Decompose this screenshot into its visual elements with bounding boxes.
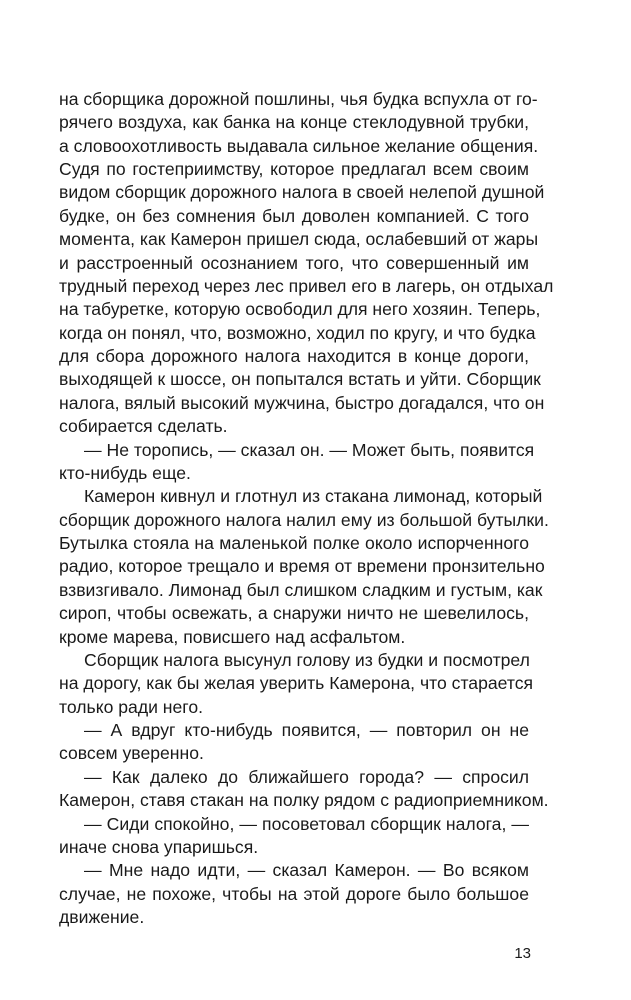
text-line: кроме марева, повисшего над асфальтом.	[59, 627, 406, 647]
text-line: на дорогу, как бы желая уверить Камерона, что старается	[59, 673, 534, 693]
text-line: рячего воздуха, как банка на конце стеклодувной трубки,	[59, 112, 529, 132]
text-line: будке, он без сомнения был доволен компанией. С того	[59, 206, 529, 226]
text-line: Бутылка стояла на маленькой полке около испорченного	[59, 533, 529, 553]
text-line: только ради него.	[59, 697, 204, 717]
text-line: кто-нибудь еще.	[59, 463, 191, 483]
text-line: случае, не похоже, чтобы на этой дороге было большое	[59, 884, 529, 904]
text-line: — Как далеко до ближайшего города? — спросил	[84, 767, 529, 787]
text-line: видом сборщик дорожного налога в своей нелепой душной	[59, 182, 545, 202]
text-line: налога, вялый высокий мужчина, быстро догадался, что он	[59, 393, 545, 413]
text-line: когда он понял, что, возможно, ходил по кругу, и что будка	[59, 323, 536, 343]
text-line: Сборщик налога высунул голову из будки и посмотрел	[84, 650, 530, 670]
text-line: собирается сделать.	[59, 416, 228, 436]
text-line: взвизгивало. Лимонад был слишком сладким и густым, как	[59, 580, 543, 600]
text-line: трудный переход через лес привел его в лагерь, он отдыхал	[59, 276, 554, 296]
text-line: а словоохотливость выдавала сильное желание общения.	[59, 136, 539, 156]
text-line: радио, которое трещало и время от времени пронзительно	[59, 556, 545, 576]
text-line: Судя по гостеприимству, которое предлагал всем своим	[59, 159, 529, 179]
text-line: на сборщика дорожной пошлины, чья будка вспухла от го-	[59, 89, 538, 109]
text-line: — Не торопись, — сказал он. — Может быть, появится	[84, 440, 535, 460]
text-line: — Мне надо идти, — сказал Камерон. — Во всяком	[84, 860, 529, 880]
text-line: — Сиди спокойно, — посоветовал сборщик налога, —	[84, 814, 529, 834]
text-line: иначе снова упаришься.	[59, 837, 259, 857]
text-line: сборщик дорожного налога налил ему из большой бутылки.	[59, 510, 549, 530]
text-line: выходящей к шоссе, он попытался встать и уйти. Сборщик	[59, 369, 541, 389]
page-number: 13	[514, 945, 531, 962]
text-line: Камерон кивнул и глотнул из стакана лимонад, который	[84, 486, 543, 506]
text-line: и расстроенный осознанием того, что совершенный им	[59, 253, 529, 273]
text-line: — А вдруг кто-нибудь появится, — повторил он не	[84, 720, 529, 740]
text-line: сироп, чтобы освежать, а снаружи ничто не шевелилось,	[59, 603, 529, 623]
text-line: для сбора дорожного налога находится в конце дороги,	[59, 346, 529, 366]
text-line: Камерон, ставя стакан на полку рядом с радиоприемником.	[59, 790, 549, 810]
text-line: совсем уверенно.	[59, 743, 204, 763]
text-line: движение.	[59, 907, 145, 927]
text-line: на табуретке, которую освободил для него хозяин. Теперь,	[59, 299, 541, 319]
text-line: момента, как Камерон пришел сюда, ослабевший от жары	[59, 229, 539, 249]
